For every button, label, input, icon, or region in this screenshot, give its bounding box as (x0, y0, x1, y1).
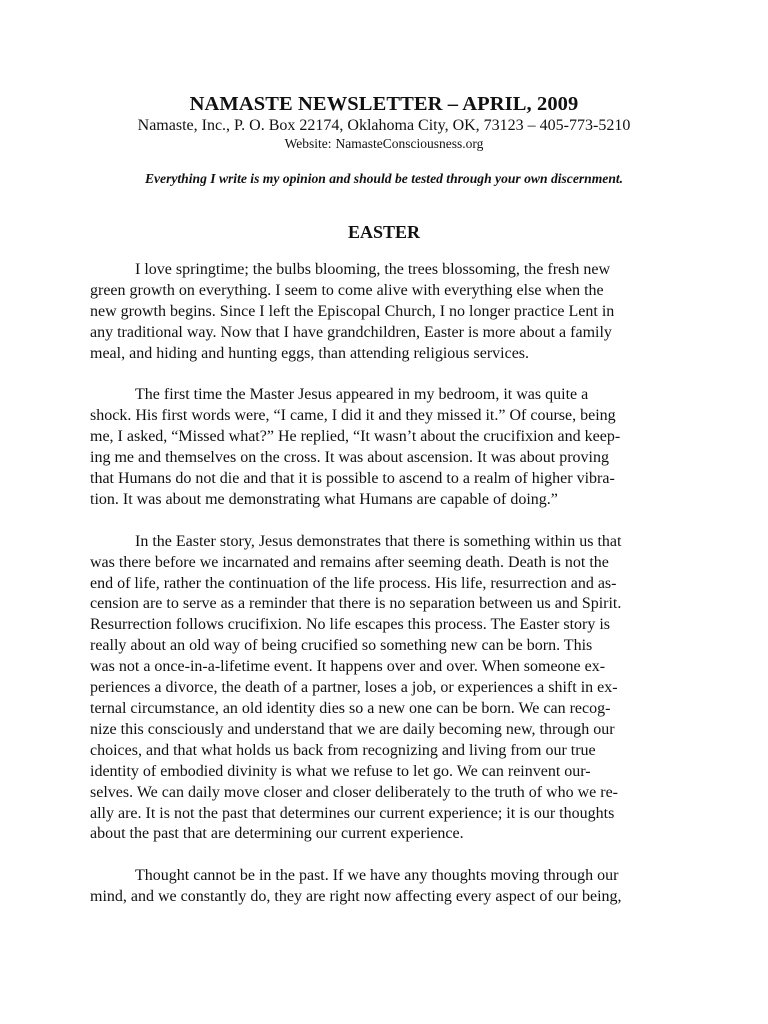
text-line: was there before we incarnated and remains after seeming death. Death is not the (90, 553, 609, 571)
text-line: periences a divorce, the death of a partner, loses a job, or experiences a shift in ex- (90, 679, 618, 697)
text-line: was not a once-in-a-lifetime event. It happens over and over. When someone ex- (90, 658, 606, 676)
text-line: selves. We can daily move closer and closer deliberately to the truth of who we re- (90, 783, 619, 801)
newsletter-page (90, 92, 678, 908)
text-line: shock. His first words were, “I came, I did it and they missed it.” Of course, being (90, 407, 616, 425)
text-line: I love springtime; the bulbs blooming, the trees blossoming, the fresh new (135, 261, 611, 278)
text-line: ing me and themselves on the cross. It was about ascension. It was about proving (90, 449, 609, 467)
text-line: ally are. It is not the past that determines our current experience; it is our thoughts (90, 804, 615, 822)
text-line: cension are to serve as a reminder that there is no separation between us and Spirit. (90, 595, 622, 613)
text-line: Thought cannot be in the past. If we have any thoughts moving through our (135, 867, 619, 885)
text-line: Resurrection follows crucifixion. No life escapes this process. The Easter story is (90, 616, 611, 634)
text-line: end of life, rather the continuation of the life process. His life, resurrection and as- (90, 574, 617, 592)
newsletter-title: NAMASTE NEWSLETTER – APRIL, 2009 (189, 93, 579, 115)
article-paragraph (90, 260, 678, 365)
text-line: choices, and that what holds us back from recognizing and living from our true (90, 741, 596, 759)
text-line: new growth begins. Since I left the Episcopal Church, I no longer practice Lent in (90, 302, 615, 320)
article-paragraph (90, 385, 678, 510)
website-line (90, 136, 678, 152)
website-label: Website: (284, 136, 332, 151)
text-line: ternal circumstance, an old identity dies so a new one can be born. We can recog- (90, 700, 611, 717)
text-line: In the Easter story, Jesus demonstrates that there is something within us that (135, 532, 622, 550)
article-heading: EASTER (347, 222, 421, 242)
article-paragraph (90, 532, 678, 846)
website-url: NamasteConsciousness.org (335, 136, 484, 151)
contact-address: Namaste, Inc., P. O. Box 22174, Oklahoma City, OK, 73123 – 405-773-5210 (137, 117, 631, 134)
text-line: mind, and we constantly do, they are right now affecting every aspect of our being, (90, 888, 622, 906)
text-line: me, I asked, “Missed what?” He replied, “It wasn’t about the crucifixion and keep- (90, 428, 621, 446)
text-line: any traditional way. Now that I have grandchildren, Easter is more about a family (90, 323, 612, 341)
text-line: identity of embodied divinity is what we refuse to let go. We can reinvent our- (90, 762, 591, 780)
text-line: about the past that are determining our current experience. (90, 825, 464, 843)
disclaimer: Everything I write is my opinion and should be tested through your own discernment. (144, 171, 624, 186)
article-paragraph (90, 866, 678, 908)
text-line: green growth on everything. I seem to come alive with everything else when the (90, 281, 604, 299)
text-line: The first time the Master Jesus appeared in my bedroom, it was quite a (135, 386, 589, 404)
text-line: nize this consciously and understand that we are daily becoming new, through our (90, 720, 615, 738)
text-line: tion. It was about me demonstrating what Humans are capable of doing.” (90, 490, 558, 508)
text-line: meal, and hiding and hunting eggs, than attending religious services. (90, 344, 530, 362)
text-line: really about an old way of being crucified so something new can be born. This (90, 637, 593, 655)
text-line: that Humans do not die and that it is possible to ascend to a realm of higher vibra- (90, 470, 615, 488)
